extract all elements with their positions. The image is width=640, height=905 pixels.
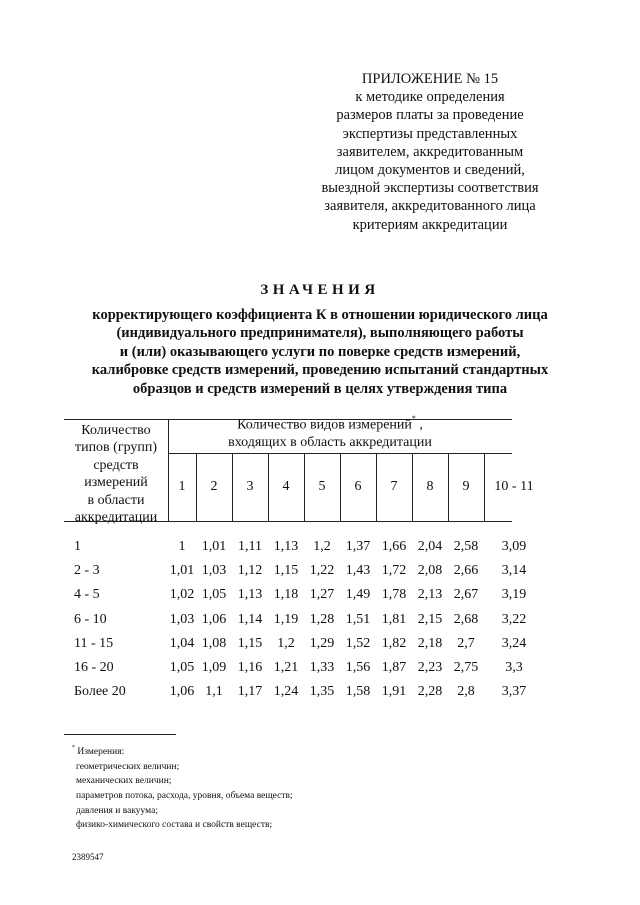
table-cell: 1,78 <box>381 587 407 603</box>
table-cell: 1,09 <box>201 660 227 675</box>
table-cell: 2,75 <box>453 660 479 675</box>
table-cell: 1,15 <box>273 563 299 579</box>
table-cell: 1,05 <box>201 587 227 603</box>
column-number: 3 <box>246 479 254 494</box>
table-cell: 3,24 <box>501 635 527 651</box>
table-cell: 2,15 <box>417 611 443 627</box>
table-cell: 2,68 <box>453 611 479 627</box>
row-header-line: в области <box>87 492 145 508</box>
table-cell: 1,06 <box>169 684 195 700</box>
table-cell: 3,22 <box>501 611 527 627</box>
table-cell: 2,18 <box>417 635 443 651</box>
row-label: 1 <box>74 539 81 554</box>
table-cell: 1,04 <box>169 635 195 651</box>
table-cell: 1,52 <box>345 635 371 651</box>
footnote-line: геометрических величин; <box>76 761 180 772</box>
footnote-mark: * <box>72 745 75 751</box>
table-cell: 1,08 <box>201 635 227 651</box>
column-header-line: входящих в область аккредитации <box>228 435 432 451</box>
column-number: 5 <box>318 479 326 494</box>
row-label: 11 - 15 <box>74 635 114 651</box>
table-cell: 1,56 <box>345 660 371 675</box>
table-cell: 2,28 <box>417 684 443 700</box>
column-number: 10 - 11 <box>494 479 534 494</box>
row-header-line: аккредитации <box>74 510 158 526</box>
table-cell: 1,24 <box>273 684 299 700</box>
footnote-line: физико-химического состава и свойств веществ; <box>76 820 273 831</box>
table-cell: 1,51 <box>345 611 371 627</box>
table-cell: 1,16 <box>237 660 263 675</box>
table-cell: 1 <box>178 539 186 554</box>
table-cell: 1,03 <box>169 611 195 627</box>
subtitle-line: и (или) оказывающего услуги по поверке средств измерений, <box>119 343 521 360</box>
table-cell: 1,11 <box>238 539 262 554</box>
column-number: 1 <box>178 479 186 494</box>
table-cell: 3,19 <box>501 587 527 603</box>
table-cell: 1,37 <box>345 539 371 554</box>
footnote-line: параметров потока, расхода, уровня, объема веществ; <box>76 790 293 801</box>
appendix-line: экспертизы представленных <box>342 125 518 142</box>
footnote-line: механических величин; <box>76 776 172 787</box>
appendix-line: ПРИЛОЖЕНИЕ № 15 <box>361 71 499 87</box>
table-cell: 1,2 <box>313 539 331 554</box>
subtitle-line: корректирующего коэффициента К в отношении юридического лица <box>92 307 548 323</box>
footnote-divider <box>64 734 176 735</box>
appendix-line: заявителя, аккредитованного лица <box>324 198 536 215</box>
row-label: 2 - 3 <box>74 563 100 579</box>
table-cell: 2,58 <box>453 539 479 554</box>
table-cell: 1,03 <box>201 563 227 579</box>
table-cell: 1,49 <box>345 587 371 603</box>
subtitle-line: образцов и средств измерений в целях утверждения типа <box>132 380 508 397</box>
table-cell: 1,28 <box>309 611 335 627</box>
table-cell: 1,13 <box>273 539 299 554</box>
table-cell: 1,06 <box>201 611 227 627</box>
table-cell: 2,13 <box>417 587 443 603</box>
column-number: 7 <box>390 479 398 494</box>
table-cell: 1,14 <box>237 611 263 627</box>
column-number: 6 <box>354 479 362 494</box>
row-header-line: измерений <box>84 475 148 491</box>
appendix-line: размеров платы за проведение <box>336 107 524 124</box>
column-header-line: Количество видов измерений <box>237 417 412 433</box>
table-cell: 1,27 <box>309 587 335 603</box>
row-label: 16 - 20 <box>74 660 114 675</box>
appendix-line: критериям аккредитации <box>352 216 508 233</box>
column-number: 2 <box>210 479 218 494</box>
table-cell: 1,82 <box>381 635 407 651</box>
appendix-line: лицом документов и сведений, <box>335 162 525 179</box>
table-cell: 1,72 <box>381 563 407 579</box>
appendix-line: заявителем, аккредитованным <box>336 143 524 160</box>
footnote-line: давления и вакуума; <box>76 805 158 816</box>
document-subtitle <box>40 306 600 398</box>
footnotes <box>72 742 293 833</box>
document-title: ЗНАЧЕНИЯ <box>260 282 380 298</box>
row-header-line: типов (групп) <box>74 440 158 456</box>
table-cell: 1,02 <box>169 587 195 603</box>
table-cell: 2,66 <box>453 563 479 579</box>
table-cell: 1,66 <box>381 539 407 554</box>
row-header-line: Количество <box>81 423 151 438</box>
table-cell: 1,87 <box>381 660 407 675</box>
table-cell: 1,13 <box>237 587 263 603</box>
table-cell: 1,22 <box>309 563 335 579</box>
column-number: 4 <box>282 479 290 494</box>
table-cell: 1,12 <box>237 563 263 579</box>
table-cell: 1,18 <box>273 587 299 603</box>
table-cell: 2,8 <box>457 684 475 700</box>
table-cell: 1,81 <box>381 611 407 627</box>
table-cell: 1,01 <box>169 563 195 579</box>
table-cell: 1,35 <box>309 684 335 700</box>
table-cell: 1,91 <box>381 684 407 700</box>
row-label: 6 - 10 <box>74 611 107 627</box>
table-cell: 1,01 <box>201 539 227 554</box>
table-cell: 1,2 <box>277 635 295 651</box>
table-cell: 1,29 <box>309 635 335 651</box>
table-cell: 1,19 <box>273 611 299 627</box>
column-number: 8 <box>426 479 434 494</box>
footnote-mark: * <box>411 414 416 423</box>
footnote-heading: Измерения: <box>77 747 125 758</box>
table-cell: 3,37 <box>501 684 527 700</box>
table-cell: 3,3 <box>505 660 523 675</box>
table-cell: 1,15 <box>237 635 263 651</box>
appendix-line: к методике определения <box>355 89 505 106</box>
table-cell: 1,33 <box>309 660 335 675</box>
table-cell: 2,23 <box>417 660 443 675</box>
table-cell: 1,58 <box>345 684 371 700</box>
table-cell: 2,04 <box>417 539 443 554</box>
table-cell: 1,21 <box>273 660 299 675</box>
table-cell: 1,1 <box>205 684 223 700</box>
subtitle-line: калибровке средств измерений, проведению испытаний стандартных <box>91 362 549 379</box>
row-header <box>64 422 168 526</box>
table-cell: 1,43 <box>345 563 371 579</box>
row-label: 4 - 5 <box>74 587 100 603</box>
row-header-line: средств <box>93 457 139 473</box>
subtitle-line: (индивидуального предпринимателя), выполняющего работы <box>116 325 524 342</box>
appendix-line: выездной экспертизы соответствия <box>321 180 539 197</box>
table-cell: 1,17 <box>237 684 263 700</box>
table-cell: 3,14 <box>501 563 527 579</box>
table-cell: 2,7 <box>457 635 475 651</box>
table-cell: 2,67 <box>453 587 479 603</box>
table-cell: 1,05 <box>169 660 195 675</box>
appendix-header <box>300 70 560 234</box>
document-number: 2389547 <box>72 852 104 862</box>
table-cell: 3,09 <box>501 539 527 554</box>
column-header: Количество видов измерений* , входящих в область аккредитации <box>168 412 492 451</box>
table-cell: 2,08 <box>417 563 443 579</box>
column-number: 9 <box>462 479 470 494</box>
row-label: Более 20 <box>74 684 126 700</box>
